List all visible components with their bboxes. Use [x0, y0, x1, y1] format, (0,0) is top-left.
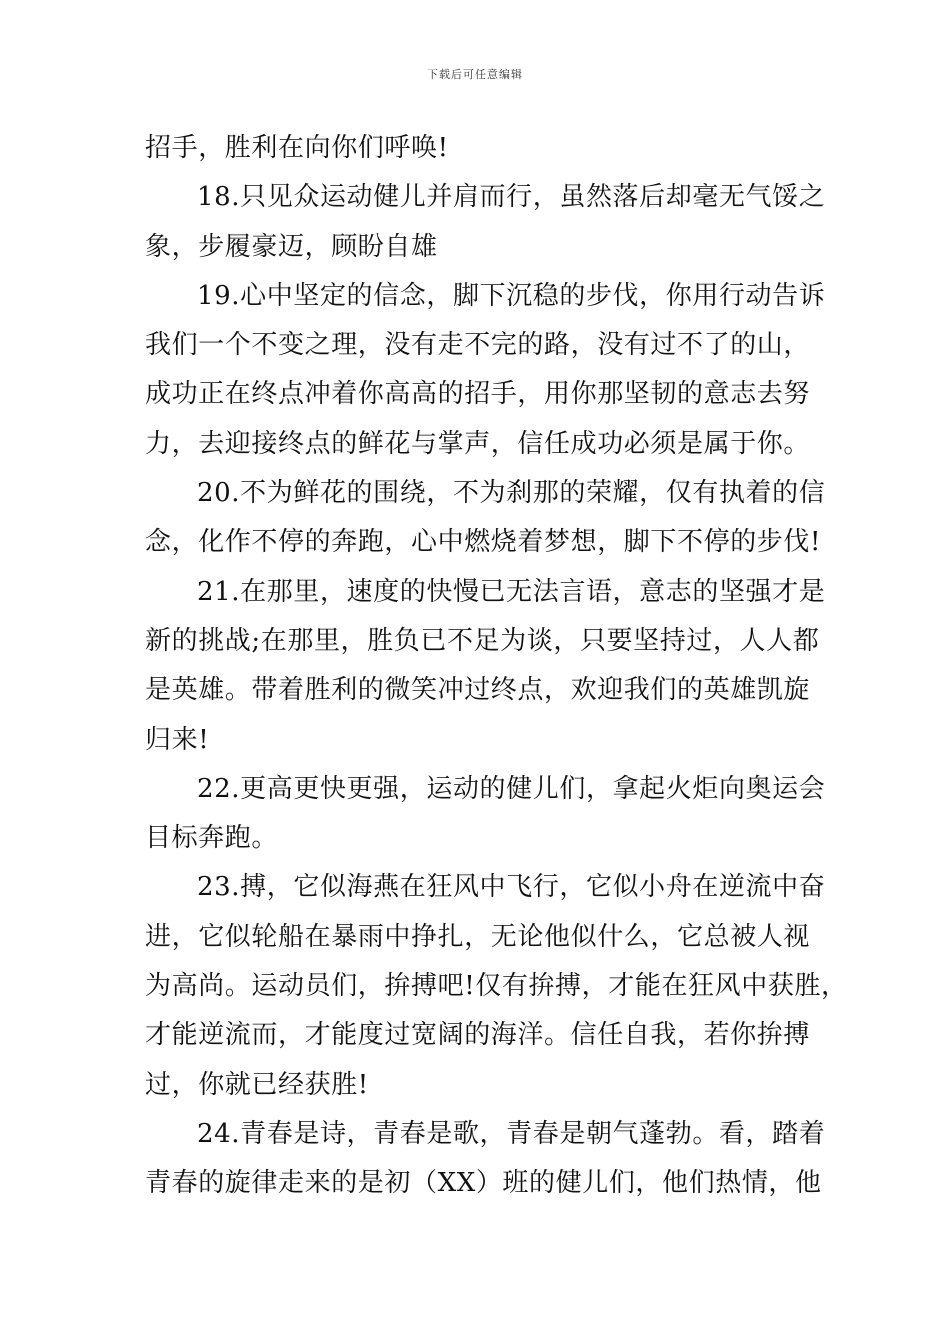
text-line: 力，去迎接终点的鲜花与掌声，信任成功必须是属于你。: [145, 428, 811, 459]
text-line: 归来!: [145, 724, 210, 755]
page-header-note: 下载后可任意编辑: [427, 68, 523, 81]
paragraph-22-line: 22.更高更快更强，运动的健儿们，拿起火炬向奥运会: [197, 773, 826, 804]
text-line: 进，它似轮船在暴雨中挣扎，无论他似什么，它总被人视: [145, 921, 811, 952]
document-body: [145, 124, 848, 1209]
text-line: 为高尚。运动员们，拚搏吧!仅有拚搏，才能在狂风中获胜，: [145, 971, 848, 1002]
paragraph-24-line: 24.青春是诗，青春是歌，青春是朝气蓬勃。看，踏着: [197, 1118, 826, 1149]
paragraph-18-line: 18.只见众运动健儿并肩而行，虽然落后却毫无气馁之: [197, 182, 826, 213]
text-line: 才能逆流而，才能度过宽阔的海洋。信任自我，若你拚搏: [145, 1020, 811, 1051]
paragraph-20-line: 20.不为鲜花的围绕，不为刹那的荣耀，仅有执着的信: [197, 478, 826, 509]
text-line: 青春的旋律走来的是初（XX）班的健儿们，他们热情，他: [145, 1168, 822, 1199]
text-line: 目标奔跑。: [145, 823, 279, 854]
text-line: 招手，胜利在向你们呼唤!: [145, 133, 449, 163]
text-line: 我们一个不变之理，没有走不完的路，没有过不了的山，: [145, 330, 811, 361]
text-line: 念，化作不停的奔跑，心中燃烧着梦想，脚下不停的步伐!: [145, 527, 822, 558]
text-line: 象，步履豪迈，顾盼自雄: [145, 231, 438, 262]
text-line: 过，你就已经获胜!: [145, 1069, 369, 1100]
text-line: 新的挑战;在那里，胜负已不足为谈，只要坚持过，人人都: [145, 625, 820, 656]
text-line: 是英雄。带着胜利的微笑冲过终点，欢迎我们的英雄凯旋: [145, 675, 811, 706]
paragraph-19-line: 19.心中坚定的信念，脚下沉稳的步伐，你用行动告诉: [197, 280, 826, 311]
text-line: 成功正在终点冲着你高高的招手，用你那坚韧的意志去努: [145, 379, 811, 410]
paragraph-21-line: 21.在那里，速度的快慢已无法言语，意志的坚强才是: [197, 576, 826, 607]
paragraph-23-line: 23.搏，它似海燕在狂风中飞行，它似小舟在逆流中奋: [197, 872, 826, 903]
